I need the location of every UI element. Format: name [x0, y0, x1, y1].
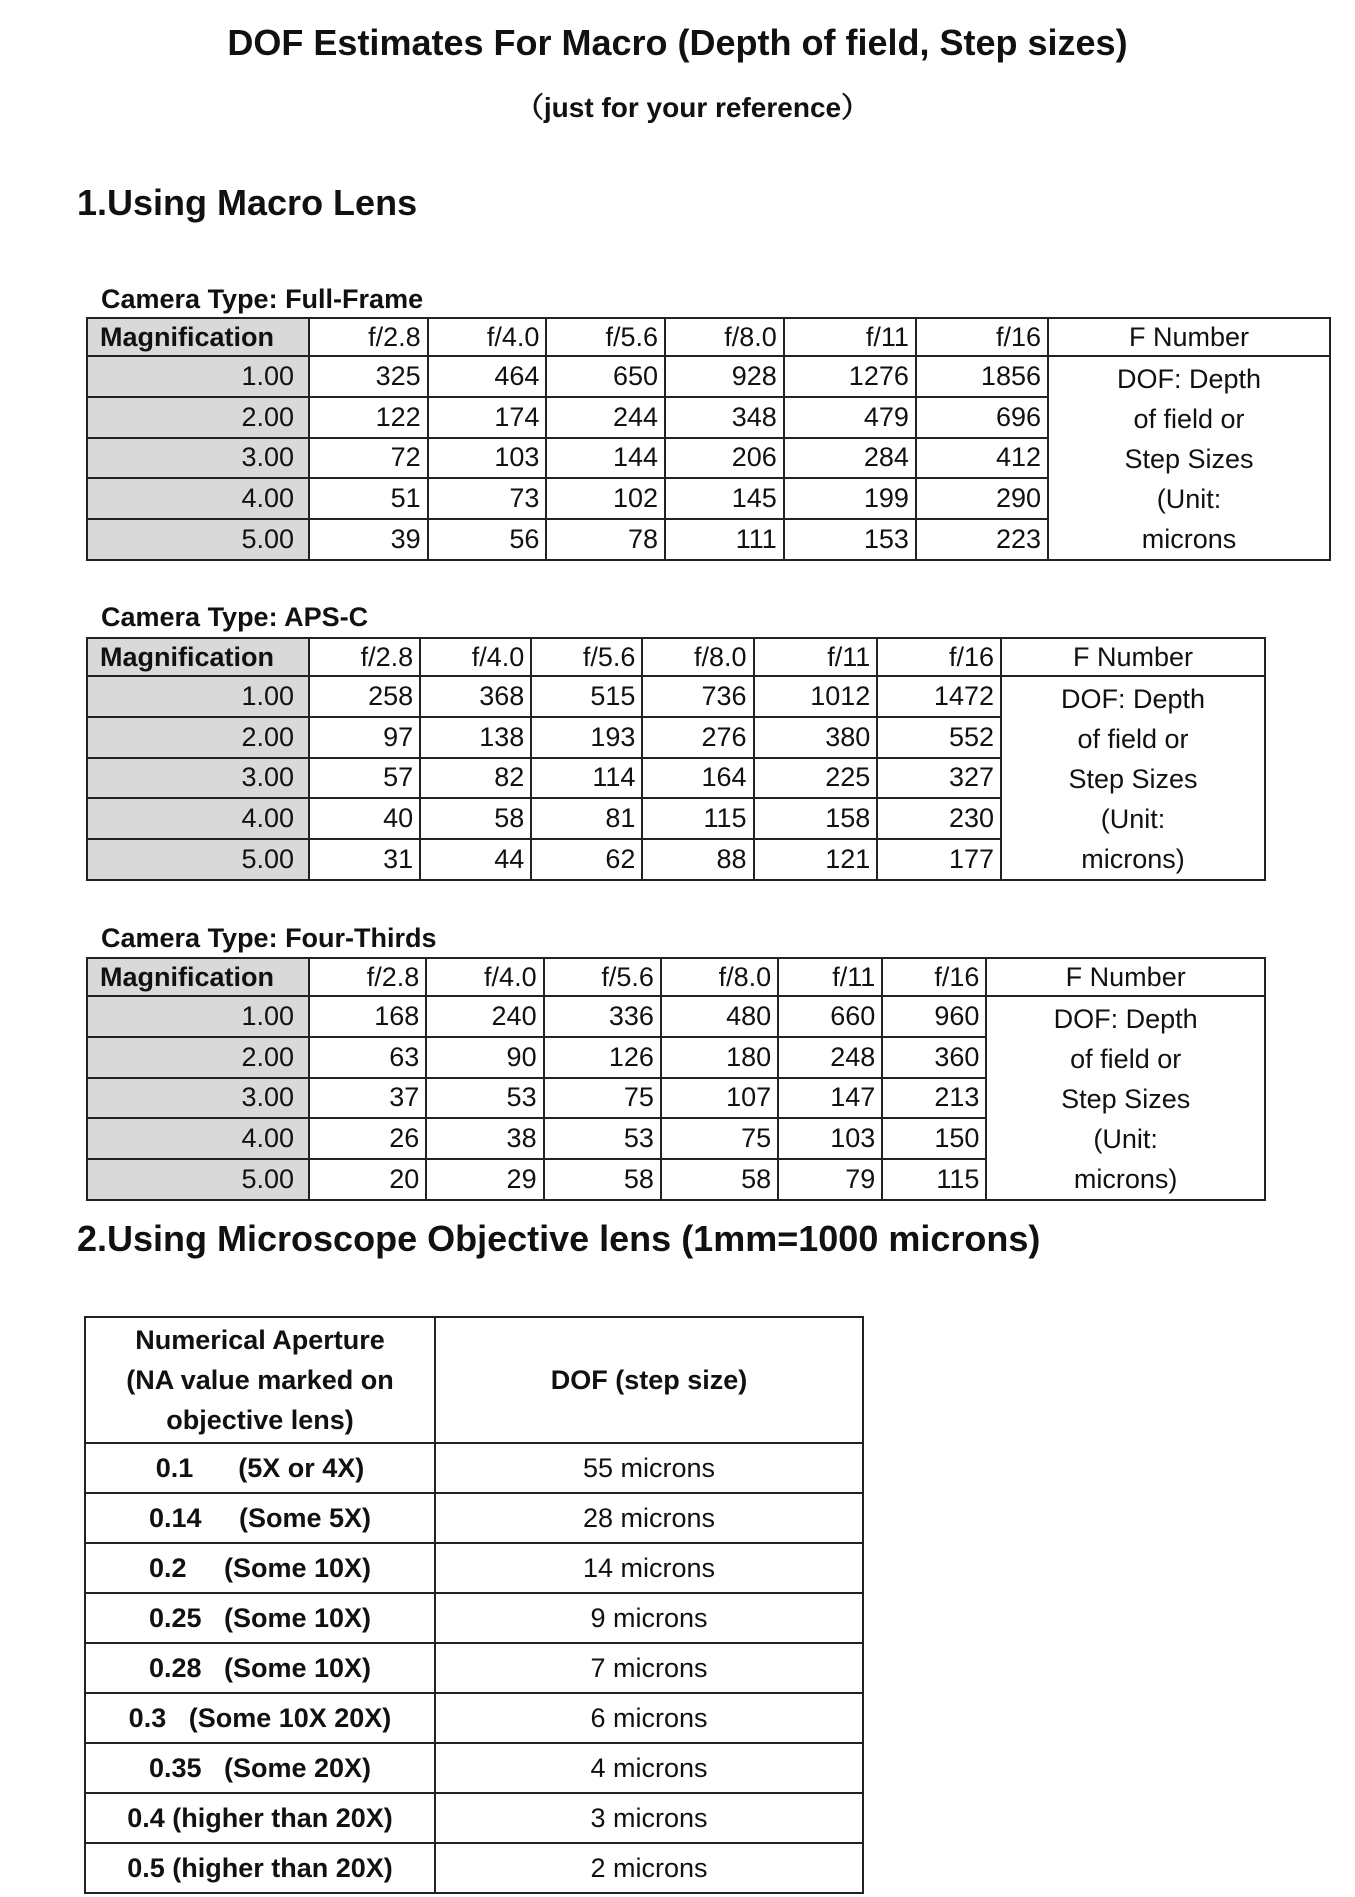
- dof-cell: 327: [877, 758, 1001, 799]
- dof-table-full-frame: [86, 317, 1331, 561]
- dof-cell: 39: [309, 519, 428, 560]
- magnification-cell: 3.00: [87, 1078, 309, 1119]
- magnification-cell: 2.00: [87, 1037, 309, 1078]
- table-header-row: [87, 318, 1330, 356]
- note-line: DOF: Depth: [1060, 684, 1206, 714]
- magnification-cell: 2.00: [87, 397, 309, 438]
- magnification-cell: 5.00: [87, 839, 309, 880]
- dof-cell: 114: [531, 758, 642, 799]
- header-cell: Magnification: [87, 638, 309, 676]
- dof-cell: 147: [778, 1078, 882, 1119]
- camera-type-four-thirds: Camera Type: Four-Thirds: [101, 923, 437, 953]
- dof-cell: 144: [546, 438, 665, 479]
- dof-cell: 53: [426, 1078, 543, 1119]
- note-line: of field or: [1070, 1044, 1182, 1074]
- table-header-row: [87, 638, 1265, 676]
- table-header-row: [85, 1317, 863, 1443]
- dof-cell: 102: [546, 478, 665, 519]
- dof-cell: 412: [916, 438, 1048, 479]
- dof-header: DOF (step size): [435, 1317, 863, 1443]
- note-line: microns): [1073, 1164, 1178, 1194]
- dof-cell: 57: [309, 758, 420, 799]
- dof-cell: 97: [309, 717, 420, 758]
- dof-cell: 122: [309, 397, 428, 438]
- table-row: [85, 1543, 863, 1593]
- table-row: [85, 1693, 863, 1743]
- dof-cell: 44: [420, 839, 531, 880]
- header-cell: f/4.0: [426, 958, 543, 996]
- dof-unit-note: [1048, 356, 1330, 560]
- section-macro-lens-heading: 1.Using Macro Lens: [77, 182, 418, 223]
- dof-cell: 28 microns: [435, 1493, 863, 1543]
- dof-cell: 193: [531, 717, 642, 758]
- header-cell: Magnification: [87, 318, 309, 356]
- dof-cell: 103: [428, 438, 547, 479]
- dof-cell: 164: [642, 758, 753, 799]
- table-row: [85, 1793, 863, 1843]
- dof-cell: 660: [778, 996, 882, 1037]
- dof-cell: 180: [661, 1037, 778, 1078]
- header-cell: f/8.0: [665, 318, 784, 356]
- note-line: DOF: Depth: [1053, 1004, 1198, 1034]
- dof-cell: 325: [309, 356, 428, 397]
- dof-unit-note: [1001, 676, 1265, 880]
- magnification-cell: 4.00: [87, 798, 309, 839]
- table-row: [85, 1743, 863, 1793]
- dof-cell: 55 microns: [435, 1443, 863, 1493]
- dof-cell: 230: [877, 798, 1001, 839]
- na-cell: 0.28 (Some 10X): [85, 1643, 435, 1693]
- note-line: microns): [1081, 844, 1185, 874]
- dof-cell: 107: [661, 1078, 778, 1119]
- page-title: DOF Estimates For Macro (Depth of field, Step sizes): [227, 22, 1128, 63]
- header-cell: f/11: [778, 958, 882, 996]
- dof-cell: 360: [882, 1037, 986, 1078]
- table-header-row: [87, 958, 1265, 996]
- header-cell: f/5.6: [544, 958, 661, 996]
- dof-cell: 79: [778, 1159, 882, 1200]
- dof-cell: 78: [546, 519, 665, 560]
- note-line: of field or: [1133, 404, 1245, 434]
- na-cell: 0.4 (higher than 20X): [85, 1793, 435, 1843]
- table-row: [87, 356, 1330, 397]
- header-cell: f/16: [877, 638, 1001, 676]
- dof-cell: 1472: [877, 676, 1001, 717]
- na-cell: 0.2 (Some 10X): [85, 1543, 435, 1593]
- dof-cell: 206: [665, 438, 784, 479]
- dof-cell: 380: [754, 717, 878, 758]
- dof-cell: 38: [426, 1118, 543, 1159]
- dof-cell: 177: [877, 839, 1001, 880]
- na-cell: 0.5 (higher than 20X): [85, 1843, 435, 1893]
- camera-type-full-frame: Camera Type: Full-Frame: [101, 284, 424, 314]
- dof-cell: 2 microns: [435, 1843, 863, 1893]
- dof-cell: 1276: [784, 356, 916, 397]
- table-row: [85, 1443, 863, 1493]
- dof-cell: 20: [309, 1159, 426, 1200]
- dof-cell: 284: [784, 438, 916, 479]
- dof-cell: 336: [544, 996, 661, 1037]
- dof-cell: 58: [544, 1159, 661, 1200]
- dof-cell: 1012: [754, 676, 878, 717]
- na-header: [85, 1317, 435, 1443]
- dof-cell: 145: [665, 478, 784, 519]
- header-cell: f/5.6: [546, 318, 665, 356]
- na-cell: 0.1 (5X or 4X): [85, 1443, 435, 1493]
- note-line: Step Sizes: [1061, 1084, 1191, 1114]
- dof-cell: 368: [420, 676, 531, 717]
- header-cell: Magnification: [87, 958, 309, 996]
- header-cell: f/11: [754, 638, 878, 676]
- dof-cell: 153: [784, 519, 916, 560]
- dof-cell: 213: [882, 1078, 986, 1119]
- dof-cell: 75: [544, 1078, 661, 1119]
- magnification-cell: 5.00: [87, 1159, 309, 1200]
- header-cell: f/8.0: [642, 638, 753, 676]
- dof-cell: 121: [754, 839, 878, 880]
- header-cell: f/4.0: [420, 638, 531, 676]
- table-row: [85, 1643, 863, 1693]
- dof-cell: 244: [546, 397, 665, 438]
- magnification-cell: 1.00: [87, 676, 309, 717]
- note-line: (Unit:: [1093, 1124, 1158, 1154]
- dof-cell: 650: [546, 356, 665, 397]
- dof-cell: 240: [426, 996, 543, 1037]
- dof-cell: 115: [642, 798, 753, 839]
- dof-cell: 464: [428, 356, 547, 397]
- dof-cell: 4 microns: [435, 1743, 863, 1793]
- dof-cell: 6 microns: [435, 1693, 863, 1743]
- table-row: [85, 1593, 863, 1643]
- dof-cell: 126: [544, 1037, 661, 1078]
- note-line: (Unit:: [1100, 804, 1166, 834]
- dof-cell: 199: [784, 478, 916, 519]
- dof-table-aps-c: [86, 637, 1266, 881]
- dof-cell: 7 microns: [435, 1643, 863, 1693]
- magnification-cell: 4.00: [87, 1118, 309, 1159]
- na-header-line: Numerical Aperture: [135, 1325, 385, 1355]
- dof-cell: 552: [877, 717, 1001, 758]
- dof-cell: 51: [309, 478, 428, 519]
- dof-cell: 31: [309, 839, 420, 880]
- dof-cell: 928: [665, 356, 784, 397]
- dof-cell: 248: [778, 1037, 882, 1078]
- header-cell: f/4.0: [428, 318, 547, 356]
- header-cell: f/16: [882, 958, 986, 996]
- na-header-line: (NA value marked on: [126, 1365, 394, 1395]
- dof-cell: 138: [420, 717, 531, 758]
- dof-cell: 75: [661, 1118, 778, 1159]
- na-header-line: objective lens): [166, 1405, 354, 1435]
- dof-table-four-thirds: [86, 957, 1266, 1201]
- dof-cell: 40: [309, 798, 420, 839]
- dof-cell: 53: [544, 1118, 661, 1159]
- dof-cell: 111: [665, 519, 784, 560]
- note-line: (Unit:: [1156, 484, 1222, 514]
- note-line: microns: [1141, 524, 1237, 554]
- table-row: [87, 676, 1265, 717]
- magnification-cell: 2.00: [87, 717, 309, 758]
- dof-cell: 29: [426, 1159, 543, 1200]
- dof-cell: 479: [784, 397, 916, 438]
- dof-cell: 290: [916, 478, 1048, 519]
- table-row: [85, 1843, 863, 1893]
- dof-cell: 348: [665, 397, 784, 438]
- magnification-cell: 5.00: [87, 519, 309, 560]
- magnification-cell: 3.00: [87, 438, 309, 479]
- header-cell: f/2.8: [309, 318, 428, 356]
- dof-cell: 1856: [916, 356, 1048, 397]
- magnification-cell: 1.00: [87, 356, 309, 397]
- dof-cell: 56: [428, 519, 547, 560]
- table-row: [85, 1493, 863, 1543]
- header-cell: f/11: [784, 318, 916, 356]
- dof-cell: 37: [309, 1078, 426, 1119]
- header-cell: F Number: [1048, 318, 1330, 356]
- dof-cell: 58: [420, 798, 531, 839]
- page-subtitle: （just for your reference）: [515, 92, 870, 123]
- header-cell: f/2.8: [309, 638, 420, 676]
- dof-cell: 258: [309, 676, 420, 717]
- dof-cell: 515: [531, 676, 642, 717]
- camera-type-aps-c: Camera Type: APS-C: [101, 602, 369, 632]
- dof-cell: 88: [642, 839, 753, 880]
- dof-cell: 174: [428, 397, 547, 438]
- dof-cell: 3 microns: [435, 1793, 863, 1843]
- magnification-cell: 1.00: [87, 996, 309, 1037]
- magnification-cell: 4.00: [87, 478, 309, 519]
- header-cell: F Number: [986, 958, 1265, 996]
- dof-cell: 81: [531, 798, 642, 839]
- dof-cell: 150: [882, 1118, 986, 1159]
- note-line: of field or: [1077, 724, 1189, 754]
- dof-cell: 158: [754, 798, 878, 839]
- dof-cell: 63: [309, 1037, 426, 1078]
- na-cell: 0.35 (Some 20X): [85, 1743, 435, 1793]
- header-cell: f/5.6: [531, 638, 642, 676]
- dof-cell: 223: [916, 519, 1048, 560]
- dof-cell: 82: [420, 758, 531, 799]
- dof-cell: 9 microns: [435, 1593, 863, 1643]
- dof-cell: 960: [882, 996, 986, 1037]
- header-cell: f/8.0: [661, 958, 778, 996]
- dof-cell: 26: [309, 1118, 426, 1159]
- dof-cell: 115: [882, 1159, 986, 1200]
- dof-cell: 480: [661, 996, 778, 1037]
- magnification-cell: 3.00: [87, 758, 309, 799]
- dof-cell: 62: [531, 839, 642, 880]
- header-cell: f/16: [916, 318, 1048, 356]
- dof-unit-note: [986, 996, 1265, 1200]
- na-cell: 0.25 (Some 10X): [85, 1593, 435, 1643]
- section-microscope-objective-heading: 2.Using Microscope Objective lens (1mm=1000 microns): [77, 1218, 1041, 1259]
- header-cell: f/2.8: [309, 958, 426, 996]
- dof-cell: 696: [916, 397, 1048, 438]
- note-line: Step Sizes: [1124, 444, 1254, 474]
- table-row: [87, 996, 1265, 1037]
- na-cell: 0.14 (Some 5X): [85, 1493, 435, 1543]
- dof-cell: 58: [661, 1159, 778, 1200]
- objective-dof-table: [84, 1316, 864, 1894]
- na-cell: 0.3 (Some 10X 20X): [85, 1693, 435, 1743]
- dof-cell: 736: [642, 676, 753, 717]
- dof-cell: 168: [309, 996, 426, 1037]
- dof-cell: 73: [428, 478, 547, 519]
- note-line: Step Sizes: [1068, 764, 1198, 794]
- dof-cell: 276: [642, 717, 753, 758]
- dof-cell: 103: [778, 1118, 882, 1159]
- note-line: DOF: Depth: [1116, 364, 1262, 394]
- dof-cell: 14 microns: [435, 1543, 863, 1593]
- header-cell: F Number: [1001, 638, 1265, 676]
- dof-cell: 72: [309, 438, 428, 479]
- dof-cell: 225: [754, 758, 878, 799]
- dof-cell: 90: [426, 1037, 543, 1078]
